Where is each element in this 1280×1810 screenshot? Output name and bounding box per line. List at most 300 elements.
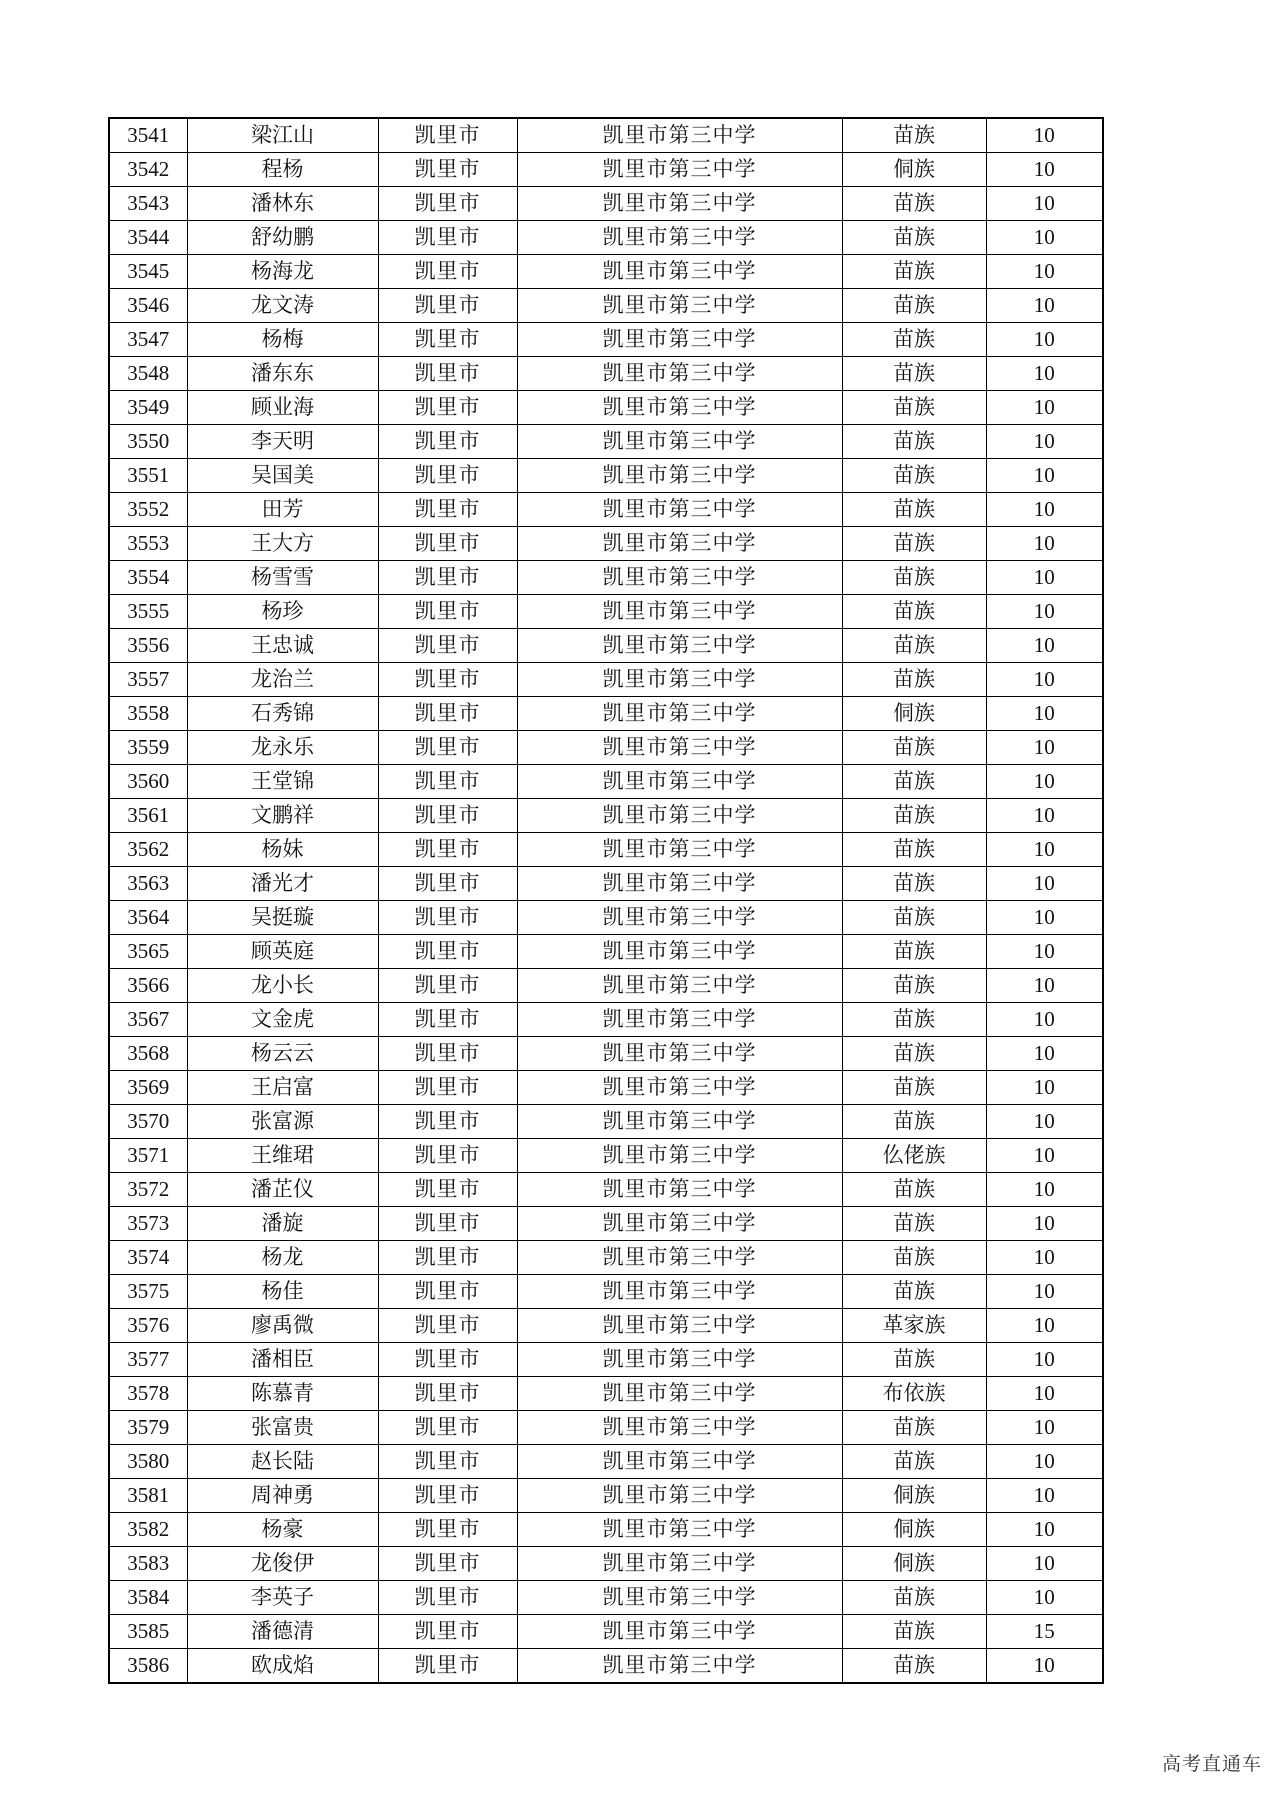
row-number-cell: 3546 (109, 289, 187, 323)
student-name-cell: 欧成焰 (187, 1649, 378, 1684)
row-number-cell: 3545 (109, 255, 187, 289)
student-name-cell: 龙小长 (187, 969, 378, 1003)
student-name-cell: 杨雪雪 (187, 561, 378, 595)
city-cell: 凯里市 (378, 833, 517, 867)
points-cell: 10 (986, 663, 1103, 697)
ethnicity-cell: 苗族 (842, 1615, 986, 1649)
row-number-cell: 3570 (109, 1105, 187, 1139)
student-name-cell: 杨妹 (187, 833, 378, 867)
school-cell: 凯里市第三中学 (517, 357, 842, 391)
row-number-cell: 3557 (109, 663, 187, 697)
city-cell: 凯里市 (378, 1105, 517, 1139)
student-name-cell: 潘林东 (187, 187, 378, 221)
row-number-cell: 3544 (109, 221, 187, 255)
city-cell: 凯里市 (378, 1241, 517, 1275)
city-cell: 凯里市 (378, 425, 517, 459)
school-cell: 凯里市第三中学 (517, 663, 842, 697)
ethnicity-cell: 侗族 (842, 1479, 986, 1513)
city-cell: 凯里市 (378, 1071, 517, 1105)
city-cell: 凯里市 (378, 765, 517, 799)
table-row (109, 527, 1103, 561)
ethnicity-cell: 苗族 (842, 901, 986, 935)
row-number-cell: 3585 (109, 1615, 187, 1649)
row-number-cell: 3551 (109, 459, 187, 493)
city-cell: 凯里市 (378, 1547, 517, 1581)
school-cell: 凯里市第三中学 (517, 1173, 842, 1207)
ethnicity-cell: 苗族 (842, 289, 986, 323)
student-name-cell: 石秀锦 (187, 697, 378, 731)
student-name-cell: 龙俊伊 (187, 1547, 378, 1581)
ethnicity-cell: 苗族 (842, 493, 986, 527)
city-cell: 凯里市 (378, 1003, 517, 1037)
table-row (109, 663, 1103, 697)
school-cell: 凯里市第三中学 (517, 1071, 842, 1105)
city-cell: 凯里市 (378, 1309, 517, 1343)
city-cell: 凯里市 (378, 799, 517, 833)
student-name-cell: 王维珺 (187, 1139, 378, 1173)
city-cell: 凯里市 (378, 969, 517, 1003)
student-name-cell: 龙治兰 (187, 663, 378, 697)
ethnicity-cell: 苗族 (842, 595, 986, 629)
city-cell: 凯里市 (378, 561, 517, 595)
table-row (109, 901, 1103, 935)
ethnicity-cell: 苗族 (842, 1581, 986, 1615)
city-cell: 凯里市 (378, 1649, 517, 1684)
student-name-cell: 龙文涛 (187, 289, 378, 323)
table-row (109, 323, 1103, 357)
table-row (109, 697, 1103, 731)
table-row (109, 425, 1103, 459)
ethnicity-cell: 布依族 (842, 1377, 986, 1411)
city-cell: 凯里市 (378, 391, 517, 425)
student-name-cell: 吴国美 (187, 459, 378, 493)
school-cell: 凯里市第三中学 (517, 1547, 842, 1581)
city-cell: 凯里市 (378, 663, 517, 697)
table-row (109, 459, 1103, 493)
school-cell: 凯里市第三中学 (517, 561, 842, 595)
ethnicity-cell: 苗族 (842, 357, 986, 391)
points-cell: 10 (986, 1377, 1103, 1411)
city-cell: 凯里市 (378, 323, 517, 357)
row-number-cell: 3548 (109, 357, 187, 391)
student-name-cell: 舒幼鹏 (187, 221, 378, 255)
student-name-cell: 杨海龙 (187, 255, 378, 289)
ethnicity-cell: 苗族 (842, 459, 986, 493)
student-name-cell: 潘东东 (187, 357, 378, 391)
row-number-cell: 3569 (109, 1071, 187, 1105)
row-number-cell: 3580 (109, 1445, 187, 1479)
ethnicity-cell: 苗族 (842, 1241, 986, 1275)
student-name-cell: 李天明 (187, 425, 378, 459)
points-cell: 10 (986, 1105, 1103, 1139)
points-cell: 10 (986, 118, 1103, 153)
points-cell: 10 (986, 867, 1103, 901)
table-row (109, 1649, 1103, 1684)
row-number-cell: 3541 (109, 118, 187, 153)
points-cell: 10 (986, 799, 1103, 833)
school-cell: 凯里市第三中学 (517, 595, 842, 629)
school-cell: 凯里市第三中学 (517, 1377, 842, 1411)
table-row (109, 765, 1103, 799)
row-number-cell: 3558 (109, 697, 187, 731)
row-number-cell: 3565 (109, 935, 187, 969)
ethnicity-cell: 苗族 (842, 1071, 986, 1105)
points-cell: 10 (986, 1411, 1103, 1445)
student-name-cell: 文鹏祥 (187, 799, 378, 833)
school-cell: 凯里市第三中学 (517, 527, 842, 561)
points-cell: 10 (986, 459, 1103, 493)
city-cell: 凯里市 (378, 867, 517, 901)
points-cell: 10 (986, 969, 1103, 1003)
student-name-cell: 杨豪 (187, 1513, 378, 1547)
ethnicity-cell: 苗族 (842, 629, 986, 663)
city-cell: 凯里市 (378, 118, 517, 153)
ethnicity-cell: 苗族 (842, 1003, 986, 1037)
student-name-cell: 潘相臣 (187, 1343, 378, 1377)
ethnicity-cell: 苗族 (842, 1275, 986, 1309)
table-row (109, 1343, 1103, 1377)
ethnicity-cell: 苗族 (842, 527, 986, 561)
row-number-cell: 3577 (109, 1343, 187, 1377)
ethnicity-cell: 苗族 (842, 663, 986, 697)
school-cell: 凯里市第三中学 (517, 833, 842, 867)
ethnicity-cell: 苗族 (842, 1173, 986, 1207)
school-cell: 凯里市第三中学 (517, 323, 842, 357)
points-cell: 15 (986, 1615, 1103, 1649)
points-cell: 10 (986, 527, 1103, 561)
row-number-cell: 3583 (109, 1547, 187, 1581)
city-cell: 凯里市 (378, 153, 517, 187)
row-number-cell: 3571 (109, 1139, 187, 1173)
row-number-cell: 3562 (109, 833, 187, 867)
points-cell: 10 (986, 629, 1103, 663)
school-cell: 凯里市第三中学 (517, 425, 842, 459)
school-cell: 凯里市第三中学 (517, 901, 842, 935)
table-row (109, 1411, 1103, 1445)
ethnicity-cell: 苗族 (842, 1105, 986, 1139)
points-cell: 10 (986, 1581, 1103, 1615)
school-cell: 凯里市第三中学 (517, 1105, 842, 1139)
row-number-cell: 3578 (109, 1377, 187, 1411)
ethnicity-cell: 苗族 (842, 255, 986, 289)
ethnicity-cell: 苗族 (842, 1207, 986, 1241)
points-cell: 10 (986, 425, 1103, 459)
points-cell: 10 (986, 697, 1103, 731)
points-cell: 10 (986, 323, 1103, 357)
points-cell: 10 (986, 935, 1103, 969)
school-cell: 凯里市第三中学 (517, 1241, 842, 1275)
student-name-cell: 王忠诚 (187, 629, 378, 663)
row-number-cell: 3573 (109, 1207, 187, 1241)
row-number-cell: 3568 (109, 1037, 187, 1071)
school-cell: 凯里市第三中学 (517, 255, 842, 289)
ethnicity-cell: 苗族 (842, 969, 986, 1003)
table-row (109, 153, 1103, 187)
table-row (109, 1173, 1103, 1207)
ethnicity-cell: 苗族 (842, 1649, 986, 1684)
city-cell: 凯里市 (378, 1479, 517, 1513)
city-cell: 凯里市 (378, 1513, 517, 1547)
ethnicity-cell: 苗族 (842, 561, 986, 595)
points-cell: 10 (986, 1445, 1103, 1479)
school-cell: 凯里市第三中学 (517, 221, 842, 255)
ethnicity-cell: 仫佬族 (842, 1139, 986, 1173)
city-cell: 凯里市 (378, 255, 517, 289)
city-cell: 凯里市 (378, 1581, 517, 1615)
student-name-cell: 田芳 (187, 493, 378, 527)
points-cell: 10 (986, 561, 1103, 595)
row-number-cell: 3554 (109, 561, 187, 595)
row-number-cell: 3584 (109, 1581, 187, 1615)
row-number-cell: 3581 (109, 1479, 187, 1513)
city-cell: 凯里市 (378, 1139, 517, 1173)
city-cell: 凯里市 (378, 221, 517, 255)
table-row (109, 1479, 1103, 1513)
city-cell: 凯里市 (378, 527, 517, 561)
table-row (109, 1139, 1103, 1173)
school-cell: 凯里市第三中学 (517, 1411, 842, 1445)
row-number-cell: 3575 (109, 1275, 187, 1309)
table-row (109, 629, 1103, 663)
row-number-cell: 3550 (109, 425, 187, 459)
student-name-cell: 程杨 (187, 153, 378, 187)
city-cell: 凯里市 (378, 935, 517, 969)
city-cell: 凯里市 (378, 1377, 517, 1411)
city-cell: 凯里市 (378, 357, 517, 391)
table-row (109, 1615, 1103, 1649)
ethnicity-cell: 侗族 (842, 153, 986, 187)
row-number-cell: 3556 (109, 629, 187, 663)
table-row (109, 391, 1103, 425)
row-number-cell: 3563 (109, 867, 187, 901)
school-cell: 凯里市第三中学 (517, 187, 842, 221)
school-cell: 凯里市第三中学 (517, 1207, 842, 1241)
school-cell: 凯里市第三中学 (517, 459, 842, 493)
city-cell: 凯里市 (378, 289, 517, 323)
school-cell: 凯里市第三中学 (517, 1445, 842, 1479)
points-cell: 10 (986, 731, 1103, 765)
table-row (109, 1071, 1103, 1105)
table-row (109, 561, 1103, 595)
school-cell: 凯里市第三中学 (517, 493, 842, 527)
student-name-cell: 文金虎 (187, 1003, 378, 1037)
ethnicity-cell: 苗族 (842, 118, 986, 153)
row-number-cell: 3561 (109, 799, 187, 833)
table-row (109, 1037, 1103, 1071)
row-number-cell: 3543 (109, 187, 187, 221)
table-row (109, 833, 1103, 867)
ethnicity-cell: 苗族 (842, 187, 986, 221)
student-name-cell: 王大方 (187, 527, 378, 561)
ethnicity-cell: 苗族 (842, 1343, 986, 1377)
school-cell: 凯里市第三中学 (517, 1003, 842, 1037)
student-name-cell: 陈慕青 (187, 1377, 378, 1411)
student-name-cell: 廖禹微 (187, 1309, 378, 1343)
ethnicity-cell: 侗族 (842, 1547, 986, 1581)
points-cell: 10 (986, 153, 1103, 187)
points-cell: 10 (986, 595, 1103, 629)
student-name-cell: 王启富 (187, 1071, 378, 1105)
points-cell: 10 (986, 1479, 1103, 1513)
city-cell: 凯里市 (378, 1275, 517, 1309)
points-cell: 10 (986, 187, 1103, 221)
school-cell: 凯里市第三中学 (517, 697, 842, 731)
table-row (109, 221, 1103, 255)
points-cell: 10 (986, 1309, 1103, 1343)
school-cell: 凯里市第三中学 (517, 1139, 842, 1173)
student-name-cell: 顾英庭 (187, 935, 378, 969)
table-row (109, 1207, 1103, 1241)
city-cell: 凯里市 (378, 187, 517, 221)
school-cell: 凯里市第三中学 (517, 969, 842, 1003)
points-cell: 10 (986, 1207, 1103, 1241)
table-row (109, 867, 1103, 901)
points-cell: 10 (986, 1241, 1103, 1275)
school-cell: 凯里市第三中学 (517, 1275, 842, 1309)
table-row (109, 1275, 1103, 1309)
watermark-text: 高考直通车 (1161, 1753, 1262, 1775)
table-row (109, 1309, 1103, 1343)
ethnicity-cell: 革家族 (842, 1309, 986, 1343)
city-cell: 凯里市 (378, 595, 517, 629)
table-row (109, 935, 1103, 969)
row-number-cell: 3567 (109, 1003, 187, 1037)
points-cell: 10 (986, 765, 1103, 799)
points-cell: 10 (986, 221, 1103, 255)
ethnicity-cell: 苗族 (842, 391, 986, 425)
student-name-cell: 潘旋 (187, 1207, 378, 1241)
city-cell: 凯里市 (378, 493, 517, 527)
ethnicity-cell: 苗族 (842, 425, 986, 459)
student-name-cell: 梁江山 (187, 118, 378, 153)
points-cell: 10 (986, 901, 1103, 935)
school-cell: 凯里市第三中学 (517, 629, 842, 663)
school-cell: 凯里市第三中学 (517, 1649, 842, 1684)
points-cell: 10 (986, 1071, 1103, 1105)
table-row (109, 1105, 1103, 1139)
row-number-cell: 3586 (109, 1649, 187, 1684)
row-number-cell: 3572 (109, 1173, 187, 1207)
student-name-cell: 龙永乐 (187, 731, 378, 765)
city-cell: 凯里市 (378, 459, 517, 493)
table-row (109, 1003, 1103, 1037)
student-name-cell: 张富贵 (187, 1411, 378, 1445)
table-row (109, 289, 1103, 323)
table-row (109, 1241, 1103, 1275)
table-row (109, 493, 1103, 527)
points-cell: 10 (986, 1343, 1103, 1377)
student-name-cell: 李英子 (187, 1581, 378, 1615)
school-cell: 凯里市第三中学 (517, 1037, 842, 1071)
student-name-cell: 杨云云 (187, 1037, 378, 1071)
ethnicity-cell: 苗族 (842, 1445, 986, 1479)
points-cell: 10 (986, 1547, 1103, 1581)
student-name-cell: 顾业海 (187, 391, 378, 425)
points-cell: 10 (986, 1173, 1103, 1207)
row-number-cell: 3566 (109, 969, 187, 1003)
student-name-cell: 杨珍 (187, 595, 378, 629)
school-cell: 凯里市第三中学 (517, 765, 842, 799)
school-cell: 凯里市第三中学 (517, 867, 842, 901)
student-name-cell: 张富源 (187, 1105, 378, 1139)
school-cell: 凯里市第三中学 (517, 118, 842, 153)
city-cell: 凯里市 (378, 1037, 517, 1071)
table-row (109, 118, 1103, 153)
student-name-cell: 杨龙 (187, 1241, 378, 1275)
ethnicity-cell: 苗族 (842, 833, 986, 867)
points-cell: 10 (986, 493, 1103, 527)
points-cell: 10 (986, 833, 1103, 867)
city-cell: 凯里市 (378, 731, 517, 765)
student-roster-table (108, 117, 1104, 1684)
table-row (109, 1547, 1103, 1581)
table-row (109, 255, 1103, 289)
points-cell: 10 (986, 1649, 1103, 1684)
student-name-cell: 潘德清 (187, 1615, 378, 1649)
city-cell: 凯里市 (378, 1207, 517, 1241)
points-cell: 10 (986, 1037, 1103, 1071)
ethnicity-cell: 苗族 (842, 1037, 986, 1071)
school-cell: 凯里市第三中学 (517, 1343, 842, 1377)
ethnicity-cell: 苗族 (842, 765, 986, 799)
row-number-cell: 3559 (109, 731, 187, 765)
row-number-cell: 3553 (109, 527, 187, 561)
points-cell: 10 (986, 1513, 1103, 1547)
school-cell: 凯里市第三中学 (517, 391, 842, 425)
row-number-cell: 3552 (109, 493, 187, 527)
row-number-cell: 3574 (109, 1241, 187, 1275)
student-name-cell: 潘芷仪 (187, 1173, 378, 1207)
school-cell: 凯里市第三中学 (517, 935, 842, 969)
table-row (109, 1581, 1103, 1615)
school-cell: 凯里市第三中学 (517, 1309, 842, 1343)
ethnicity-cell: 苗族 (842, 799, 986, 833)
roster-body (109, 118, 1103, 1683)
row-number-cell: 3549 (109, 391, 187, 425)
city-cell: 凯里市 (378, 697, 517, 731)
city-cell: 凯里市 (378, 1615, 517, 1649)
points-cell: 10 (986, 1003, 1103, 1037)
ethnicity-cell: 侗族 (842, 697, 986, 731)
school-cell: 凯里市第三中学 (517, 731, 842, 765)
table-row (109, 1445, 1103, 1479)
city-cell: 凯里市 (378, 1173, 517, 1207)
table-row (109, 1513, 1103, 1547)
ethnicity-cell: 苗族 (842, 221, 986, 255)
ethnicity-cell: 苗族 (842, 323, 986, 357)
table-row (109, 731, 1103, 765)
points-cell: 10 (986, 1139, 1103, 1173)
school-cell: 凯里市第三中学 (517, 1581, 842, 1615)
city-cell: 凯里市 (378, 1411, 517, 1445)
row-number-cell: 3560 (109, 765, 187, 799)
row-number-cell: 3555 (109, 595, 187, 629)
school-cell: 凯里市第三中学 (517, 799, 842, 833)
city-cell: 凯里市 (378, 1343, 517, 1377)
ethnicity-cell: 侗族 (842, 1513, 986, 1547)
table-row (109, 969, 1103, 1003)
points-cell: 10 (986, 289, 1103, 323)
school-cell: 凯里市第三中学 (517, 289, 842, 323)
points-cell: 10 (986, 357, 1103, 391)
city-cell: 凯里市 (378, 629, 517, 663)
student-name-cell: 吴挺璇 (187, 901, 378, 935)
student-name-cell: 王堂锦 (187, 765, 378, 799)
points-cell: 10 (986, 391, 1103, 425)
row-number-cell: 3579 (109, 1411, 187, 1445)
student-name-cell: 周神勇 (187, 1479, 378, 1513)
row-number-cell: 3547 (109, 323, 187, 357)
